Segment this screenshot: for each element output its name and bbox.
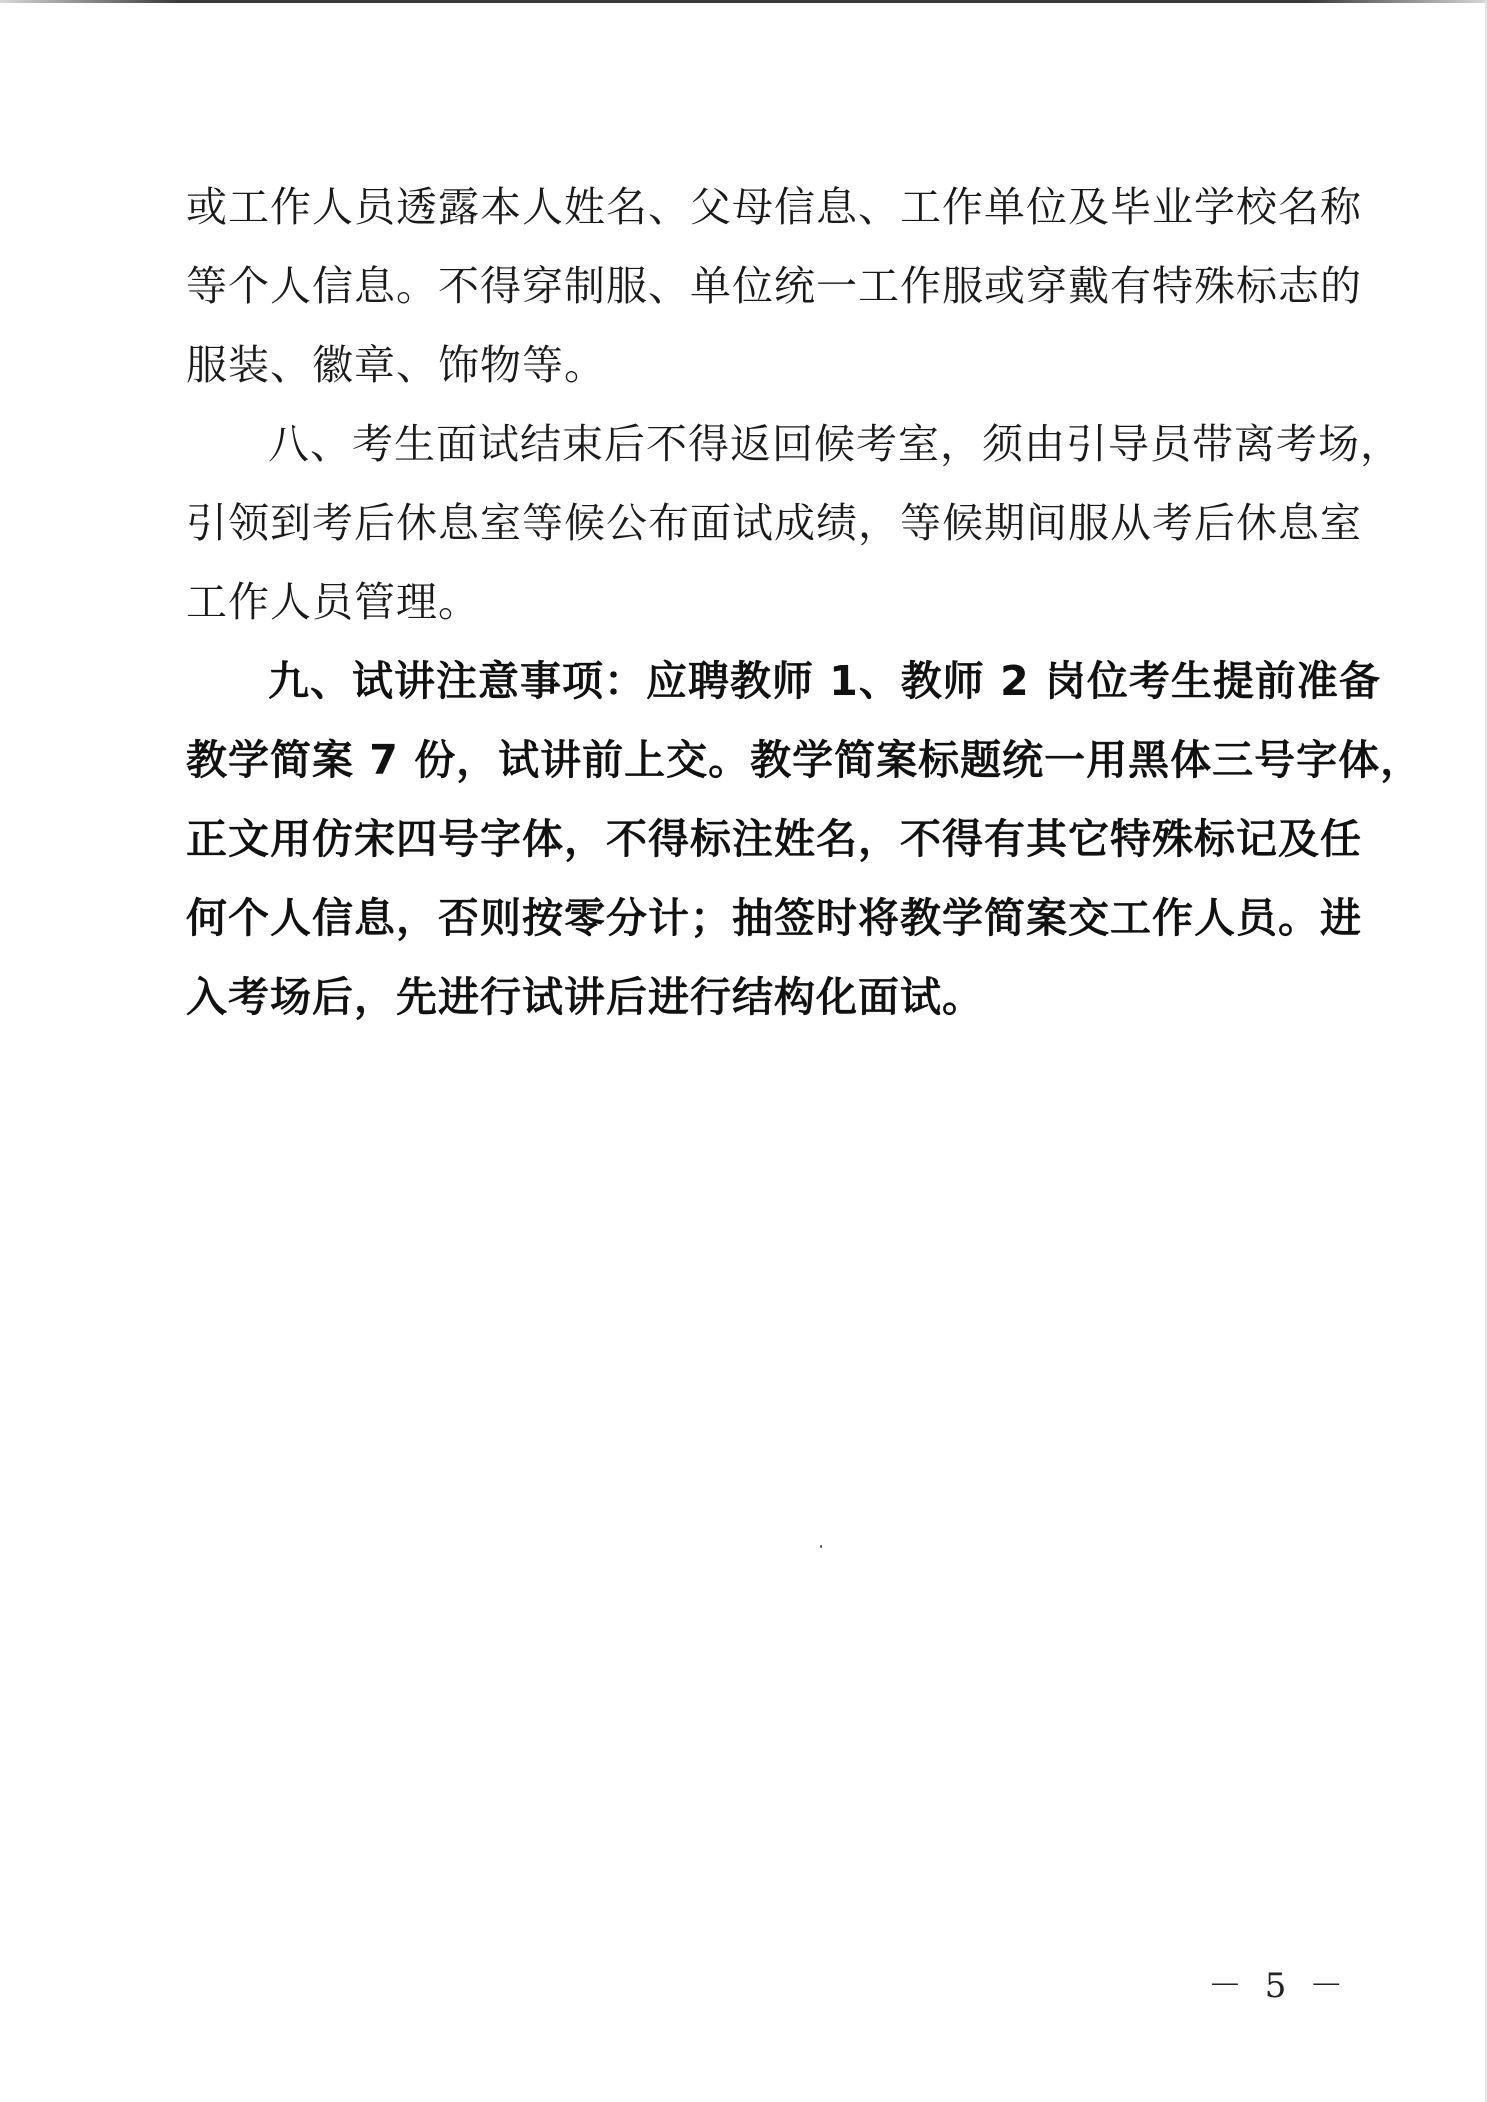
- text-line: 或工作人员透露本人姓名、父母信息、工作单位及毕业学校名称: [186, 183, 1362, 231]
- text-line: 教学简案 7 份，试讲前上交。教学简案标题统一用黑体三号字体，: [186, 736, 1423, 784]
- paragraph-continuation: [186, 168, 1362, 405]
- scan-speck: [820, 1545, 822, 1548]
- paragraph-item-9: [186, 642, 1423, 1037]
- text-line: 服装、徽章、饰物等。: [186, 341, 606, 389]
- text-line: 等个人信息。不得穿制服、单位统一工作服或穿戴有特殊标志的: [186, 262, 1362, 310]
- document-body: [186, 168, 1423, 1037]
- page-number: － 5 －: [1208, 1966, 1350, 2006]
- scan-top-edge: [0, 0, 1487, 3]
- text-line: 入考场后，先进行试讲后进行结构化面试。: [186, 973, 984, 1021]
- text-line: 九、试讲注意事项：应聘教师 1、教师 2 岗位考生提前准备: [268, 657, 1381, 705]
- text-line: 八、考生面试结束后不得返回候考室，须由引导员带离考场，: [268, 420, 1402, 468]
- text-line: 工作人员管理。: [186, 578, 480, 626]
- text-line: 何个人信息，否则按零分计；抽签时将教学简案交工作人员。进: [186, 894, 1362, 942]
- text-line: 正文用仿宋四号字体，不得标注姓名，不得有其它特殊标记及任: [186, 815, 1362, 863]
- text-line: 引领到考后休息室等候公布面试成绩，等候期间服从考后休息室: [186, 499, 1362, 547]
- paragraph-item-8: [186, 405, 1402, 642]
